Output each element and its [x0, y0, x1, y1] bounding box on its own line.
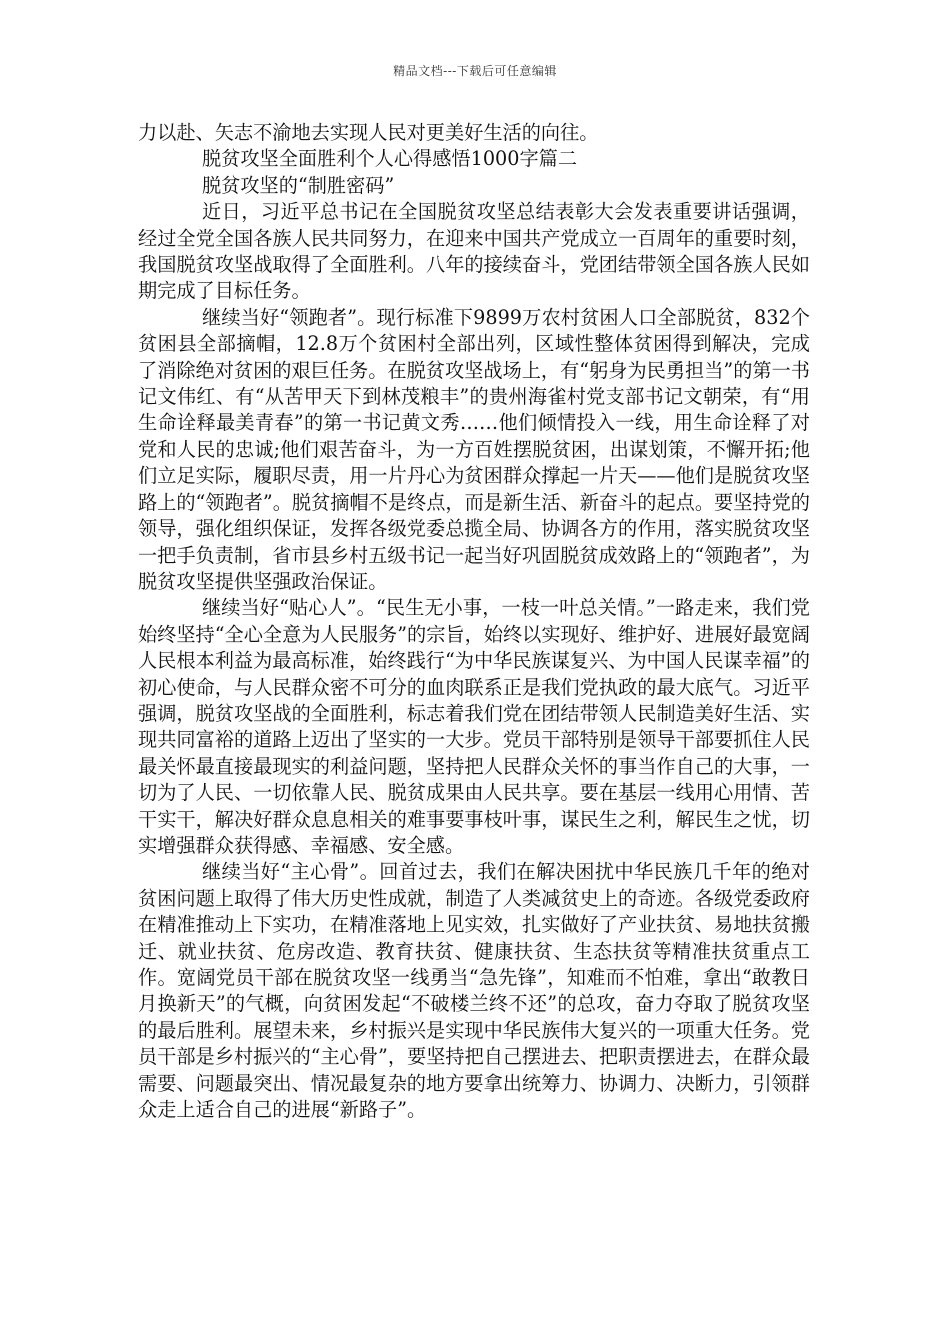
paragraph-backbone: 继续当好“主心骨”。回首过去，我们在解决困扰中华民族几千年的绝对贫困问题上取得了伟大历史性成就，制造了人类减贫史上的奇迹。各级党委政府在精准推动上下实功，在精准落地上见实效，扎实做好了产业扶贫、易地扶贫搬迁、就业扶贫、危房改造、教育扶贫、健康扶贫、生态扶贫等精准扶贫重点工作。宽阔党员干部在脱贫攻坚一线勇当“急先锋”，知难而不怕难，拿出“敢教日月换新天”的气概，向贫困发起“不破楼兰终不还”的总攻，奋力夺取了脱贫攻坚的最后胜利。展望未来，乡村振兴是实现中华民族伟大复兴的一项重大任务。党员干部是乡村振兴的“主心骨”，要坚持把自己摆进去、把职责摆进去，在群众最需要、问题最突出、情况最复杂的地方要拿出统筹力、协调力、决断力，引领群众走上适合自己的进展“新路子”。: [138, 860, 810, 1122]
header-note: 精品文档---下载后可任意编辑: [393, 64, 557, 78]
article-title: 脱贫攻坚的“制胜密码”: [202, 173, 395, 197]
paragraph-leader: 继续当好“领跑者”。现行标准下9899万农村贫困人口全部脱贫，832个贫困县全部摘帽，12.8万个贫困村全部出列，区域性整体贫困得到解决，完成了消除绝对贫困的艰巨任务。在脱贫攻坚战场上，有“躬身为民勇担当”的第一书记文伟红、有“从苦甲天下到林茂粮丰”的贵州海雀村党支部书记文朝荣，有“用生命诠释最美青春”的第一书记黄文秀……他们倾情投入一线，用生命诠释了对党和人民的忠诚;他们艰苦奋斗，为一方百姓摆脱贫困，出谋划策，不懈开拓;他们立足实际，履职尽责，用一片丹心为贫困群众撑起一片天——他们是脱贫攻坚路上的“领跑者”。脱贫摘帽不是终点，而是新生活、新奋斗的起点。要坚持党的领导，强化组织保证，发挥各级党委总揽全局、协调各方的作用，落实脱贫攻坚一把手负责制，省市县乡村五级书记一起当好巩固脱贫成效路上的“领跑者”，为脱贫攻坚提供坚强政治保证。: [138, 305, 810, 593]
paragraph-continuation: 力以赴、矢志不渝地去实现人民对更美好生活的向往。: [138, 121, 599, 144]
section-title: 脱贫攻坚全面胜利个人心得感悟1000字篇二: [202, 147, 578, 171]
paragraph-intro: 近日，习近平总书记在全国脱贫攻坚总结表彰大会发表重要讲话强调，经过全党全国各族人民共同努力，在迎来中国共产党成立一百周年的重要时刻，我国脱贫攻坚战取得了全面胜利。八年的接续奋斗，党团结带领全国各族人民如期完成了目标任务。: [138, 200, 810, 303]
paragraph-caretaker: 继续当好“贴心人”。“民生无小事，一枝一叶总关情。”一路走来，我们党始终坚持“全心全意为人民服务”的宗旨，始终以实现好、维护好、进展好最宽阔人民根本利益为最高标准，始终践行“为中华民族谋复兴、为中国人民谋幸福”的初心使命，与人民群众密不可分的血肉联系正是我们党执政的最大底气。习近平强调，脱贫攻坚战的全面胜利，标志着我们党在团结带领人民制造美好生活、实现共同富裕的道路上迈出了坚实的一大步。党员干部特别是领导干部要抓住人民最关怀最直接最现实的利益问题，坚持把人民群众关怀的事当作自己的大事，一切为了人民、一切依靠人民、脱贫成果由人民共享。要在基层一线用心用情、苦干实干，解决好群众息息相关的难事要事枝叶事，谋民生之利，解民生之忧，切实增强群众获得感、幸福感、安全感。: [138, 596, 810, 857]
document-body: [138, 120, 810, 1123]
